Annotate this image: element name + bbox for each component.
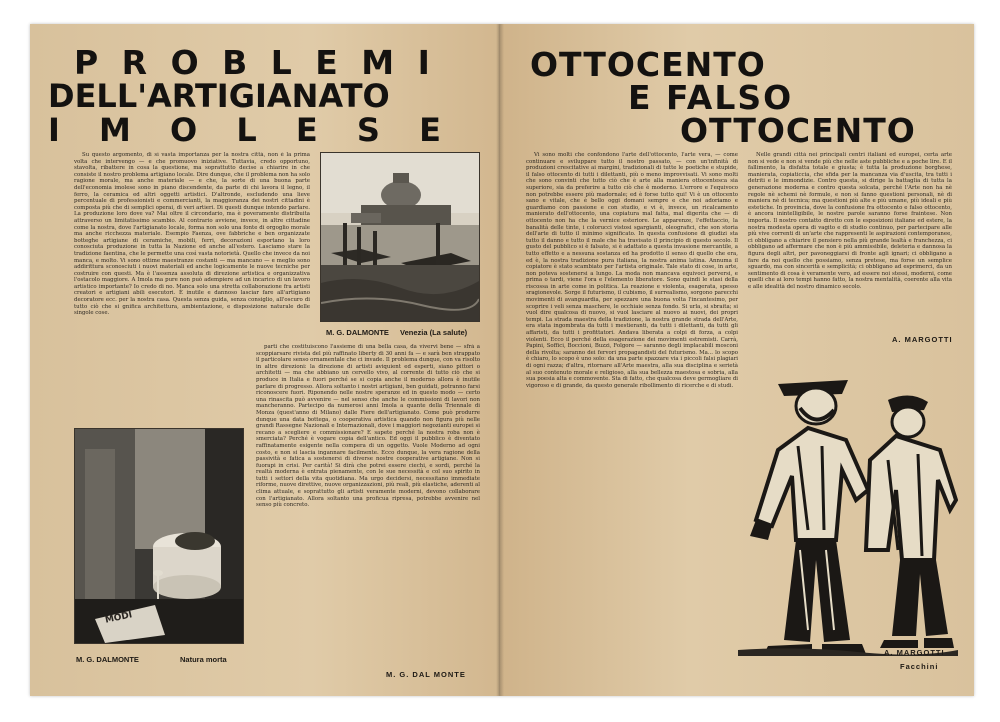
headline-imolese: I M O L E S E xyxy=(48,111,455,149)
left-article-column-2 xyxy=(256,344,480,692)
right-article-text-2: Nelle grandi città nei principali centri italiani ed europei, certa arte non si vede e non si vende più che nelle aste pubbliche e a poche lire. E il fallimento, la disfatta totale e giusta; è tutta la produzione borghese, manierata, copiaticcia, che sfida per la mancanza via d'uscita, tra tutti i detriti e le immondizie. Contro questa, si dirige la battaglia di tutta la generazione moderna e contro questa solcata, perché l'Arte non ha nè regole nè schemi nè formule, e non si fanno questioni personali, nè di maniera nè di tecnica; ma questioni più alte e più umane, più ideali e più estetiche. In provincia, dove la confusione fra ottocento e falso ottocento, è ancora inintelligibile, le nostre parole saranno forse fraintese. Non importa. Il nostro contatto diretto con le esposizioni italiane ed estere, la nostra modesta opera di vagito e di studio continuo, per partecipare alle più vive correnti di un'arte che rappresenti le aspirazioni contemporanee, ci obbligano a chiarire il pensiero nella più grande lealtà e franchezza, ci obbligano ad affermare che non è più ammissibile, deleteria e dannosa la figura degli altri, per pavoneggiarsi di fronte agli ignari; ci obbligano a fare da noi quello che possiamo, senza pretese, ma forse un semplice sguardo, ma con sincerità e semplicità; ci obbligano ad esprimerci, da un sentimento di cosa è veramente vero, ad essere noi stessi, moderni, come quelli che ai loro tempi hanno fatto, la nostra mentalità, coerente alla vita e alle idealità del nostro dinamico secolo. xyxy=(748,152,952,290)
headline-ottocento: OTTOCENTO xyxy=(530,45,766,84)
left-signature: M. G. DAL MONTE xyxy=(386,670,466,679)
still-life-caption-artist: M. G. DALMONTE xyxy=(76,655,139,664)
venice-caption-artist: M. G. DALMONTE xyxy=(326,328,389,337)
headline-artigianato: DELL'ARTIGIANATO xyxy=(48,77,390,115)
headline-problemi: P R O B L E M I xyxy=(74,43,436,82)
modi-label: MODI xyxy=(104,610,134,626)
still-life-painting xyxy=(75,429,243,643)
right-article-text-1: Vi sono molti che confondono l'arte dell'ottocento, l'arte vera, — come continuare e sviluppare tutto il nostro passato, — con un'infinità di produzioni crescitative ai margini, tradizionali di tutte le poetiche e stupide, il falso ottocento di tutti i dilettanti, più o meno improvvisati. Vi sono molti che sono convinti che tutto ciò che è arte alla maniera ottocentesca sia superiore, sia da preferire a tutto ciò che è moderno. L'errore e l'equivoco non potrebbe essere più madornale; ed è forse tutto qui! Vi è un ottocento sano e vitale, che è bello oggi domani sempre e che noi adoriamo e guardiamo con passione e con studio, e vi è, invece, un ricalcamento manierato dell'ottocento, una copiatura mal fatta, mal digerita che — di ottocento non ha che la vernice esteriore. Le apparenze, l'effettaccio, la banalità delle tinte, i colorucci vistosi sgargianti, oleografici, che son storia dell'arte di tutto il minimo significato. In questa confusione di giudizi sta tutto il danno e tutto il male che ha travisato il principio di questo secolo. Il gusto del pubblico si è falsato, si è adattato a questa invasione mercantile, a tutto effetto e a nessuna sostanza ed ha prodotto il senso di quello che era, ed è, la nostra tradizione pura italiana, la nostra anima latina. Annuma il copiatore è stato scambiato per l'artista originale. Tale stato di cose, in arte, non poteva sostenersi a lungo. La moda non mancava equivoci perversi, e prima o tardi, viene l'ora e l'elemento liberatore. Sono quindi le stasi della riscossa in arte come in politica. La reazione e violenta, esagerata, spesso sragionevole. Sorge il futurismo, il cubismo, il surrealismo, sorgono parecchi movimenti di avanguardia, per spezzare una buona volta l'incantesimo, per scoprire i veli senza maschere, le occhiaie senza fondo. Si urla, si sbraita; si vuol dire qualcosa di nuovo, si vuol lasciare al nuovo ai nuovi, dei propri tempi. La strada maestra della tradizione, la nostra grande strada dell'Arte, era stata ingombrata da tutti i mestieranti, da tutti i dilettanti, da tutti gli affaristi, da tutti i profittatori. Andava liberata a colpi di forza, a colpi violenti. Ecco il perché della esagerazione dei movimenti estremisti. Carrà, Papini, Soffici, Boccioni, Buzzi, Folgore — saranno degli implacabili mosconi della rivolta; saranno dei fervori propagandisti del futurismo. Ma... lo scopo è chiaro, lo scopo è uno solo: da una parte spazzare via i piccoli falsi plagiari di ogni razza; d'altra, ritornare all'Arte maestra, alla sua disciplina e serietà al suo contenuto morale e religioso, alla sua bellezza maestosa e sobria, alla sua poesia alta e commovente. Sta di fatto, che qualcosa deve germogliare di vigoroso e di grande, da questo generale ribollimento di ricerche e di studi. xyxy=(526,152,738,389)
venice-photo xyxy=(320,152,480,322)
venice-caption-title: Venezia (La salute) xyxy=(400,328,468,337)
facchini-illustration xyxy=(738,350,958,660)
still-life-caption-title: Natura morta xyxy=(180,655,227,664)
right-article-column-1 xyxy=(526,152,738,688)
right-page xyxy=(500,24,974,696)
venice-painting xyxy=(321,153,479,321)
left-page xyxy=(30,24,500,696)
left-article-text-1: Su questo argomento, di sì vasta importanza per la nostra città, non è la prima volta che intervengo — e che promuovo iniziative. Tuttavia, credo opportuno, stavolta, ribattere in cosa la questione, ma soprattutto decise a chiarire in che consiste il nostro problema artigiano locale. Dire dunque, che il problema non ha solo ragione morale, ma anche materiale — e che, la sorte di una buona parte dell'economia imolese sono in piano discendente, da parte di chi lavora il legno, il ferro, la ceramica ed altri oggetti artistici. D'altronde, escludendo una lieve percentuale di professionisti e commercianti, la maggioranza dei nostri cittadini è composta più che di semplici operai, di veri artieri. Di questi dunque intendo parlare. La produzione loro dove va? Mai oltre il circondario, ma è poveramente distribuita attraverso un limitatissimo scambio. Al contrario avviene, invece, in altre cittadine come la nostra, dove l'artigianato locale, forma non solo una fonte di orgoglio morale ma anche ricchezza materiale. Esempio Faenza, ove fabbriche e ben organizzate botteghe artigiane di ceramiche, mobili, ferri, decorazioni esportano la loro conosciuta produzione in tutta la Nazione ed anche all'estero. Lasciamo stare la tradizione faentina, che le permette una così vasta notorietà. Quello che invece da noi manca, e molto. Vi sono ottime maestranze costanti — ma mancano — e meglio sono addirittura sconosciuti i nuovi materiali ed anche logicamente le nuove tecniche per costruire con questi. Ma è l'assenza assoluta di direzione artistica e organizzativa l'ostacolo maggiore. A Imola ma pure non può adempiere ad un incarico di un lavoro artistico importante? Io credo di no. Manca solo una stretta collaborazione fra artisti creatori e artigiani abili esecutori. È inutile e dannoso lasciar fare all'artigiano decoratore ecc. per la nostra casa. Questa senza guida, senza consiglio, all'oscuro di tutto ciò che si gnifica architettura, ambientazione, e disposizione naturale delle singole cose. xyxy=(74,152,310,317)
still-life-photo xyxy=(74,428,244,644)
facchini-caption-title: Facchini xyxy=(900,662,939,671)
magazine-spread xyxy=(30,24,974,696)
headline-ottocento-2: OTTOCENTO xyxy=(680,111,916,150)
center-fold xyxy=(496,24,504,696)
right-article-column-2 xyxy=(748,152,952,330)
right-signature: A. MARGOTTI xyxy=(892,335,953,344)
left-article-text-2: parti che costituiscono l'assieme di una bella casa, da vivervi bene — sfrà a scoppiarsare rivista del più raffinato liberty di 30 anni fa — e sarà ben strappato il particolare senso ornamentale che ci invade. Il problema dunque, con va risolto in altre direzioni: la direzione di artisti aviquient ed esperti, siano pittori o architetti — ma che abbiano un cervello vivo, al corrente di tutto ciò che si produce in Italia e fuori perché se si copia anche il moderno allora è inutile parlare di progresso. Allora soltanto i nostri artigiani, ben guidati, potranno farsi riconoscere fuori. Riponendo nelle nostre speranze ed in questo modo — certo una rinascita può avvenire — nel senso che anche le commissioni di lavori non mancheranno. Partecipo da numerosi anni Imola a quante della Triennale di Monza (quest'anno di Milano) dalle Fiere dell'artigianato. Come può produrre dunque una data bottega, o cooperativa artistica quando non figura più nelle grandi Rassegne Nazionali e Internazionali, dove i maggiori negozianti europei si recano a scegliere e commissionare? E sapete perché la nostra roba non è smerciata? Perché è vogare copia dell'antico. Ed oggi il pubblico è diventato raffinatamente esigente nella compera di un oggetto. Vuole Moderno ad ogni costo, e non si lascia ingannare facilmente. Ecco dunque, la vera ragione della passività e fatica a sostenersi di diverse nostre cooperative artigiane. Non si fuorapi in crisi. Per carità! Si dirà che potrei essere ciechi, e sordi, perché la realtà moderna è entrata pienamente, con le sue necessità e col suo spirito in tutti i settori della vita quotidiana. Ma urgo decidersi, necessitano immediate riforme, nuove direttive, nuove organizzazioni, più reali, più elastiche, aderenti al clima attuale, e soprattutto gli artisti veramente moderni, devono collaborare con l'artigianato. Allora soltanto una proficua ripresa, potrebbe avvenire nel senso più concreto. xyxy=(256,344,480,509)
facchini-caption-artist: A. MARGOTTI xyxy=(884,648,945,657)
headline-e-falso: E FALSO xyxy=(628,78,794,117)
